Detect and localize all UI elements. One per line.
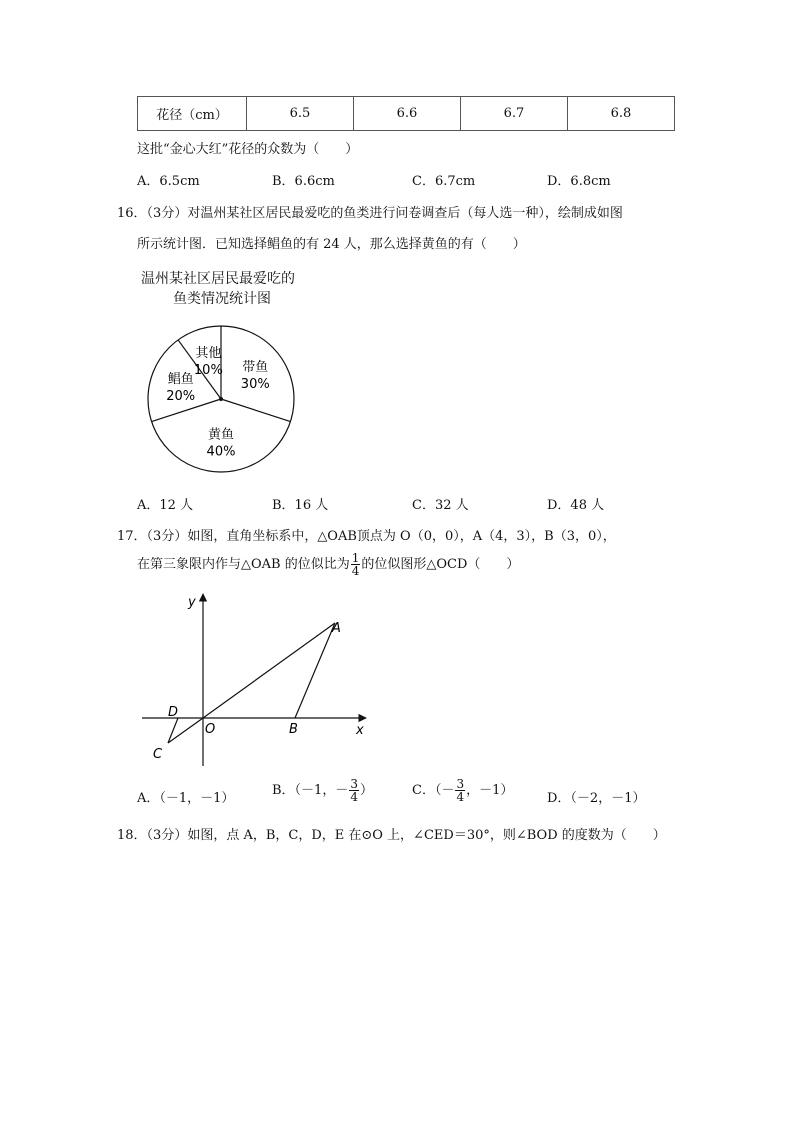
table-cell: 6.8	[568, 97, 675, 131]
pie-slice-label: 其他	[195, 346, 222, 362]
pie-slice-percent: 10%	[193, 363, 223, 379]
q17-stem-text: 在第三象限内作与△OAB 的位似比为	[137, 557, 350, 572]
pie-slice-label: 鲳鱼	[167, 371, 194, 387]
q17-stem-line1: 17．（3分）如图，直角坐标系中，△OAB顶点为 O（0，0），A（4，3），B（3，0），	[117, 529, 616, 544]
fraction-numerator: 3	[350, 777, 358, 791]
label-o: O	[205, 722, 216, 737]
table-cell: 6.6	[354, 97, 461, 131]
table-header-cell: 花径（cm）	[138, 97, 247, 131]
q15-option-b: B．6.6cm	[272, 174, 335, 189]
label-x: x	[356, 723, 364, 738]
flower-diameter-table	[137, 96, 675, 131]
fraction-denominator: 4	[350, 790, 358, 804]
pie-center-dot	[219, 397, 223, 401]
q16-stem-line2: 所示统计图．已知选择鲳鱼的有 24 人，那么选择黄鱼的有（ ）	[137, 237, 526, 252]
fraction-numerator: 3	[456, 777, 465, 791]
table-row	[138, 97, 675, 131]
q17-option-b-end: ）	[359, 783, 373, 798]
fraction-denominator: 4	[351, 564, 360, 578]
pie-boundary-line	[221, 399, 290, 422]
q17-option-a: A．（－1，－1）	[137, 791, 235, 806]
fraction	[455, 778, 465, 803]
pie-slice-label: 带鱼	[242, 360, 269, 376]
q16-option-b: B．16 人	[272, 498, 329, 513]
q18-stem: 18．（3分）如图，点 A，B，C，D，E 在⊙O 上，∠CED＝30°，则∠BOD 的度数为（ ）	[117, 828, 666, 843]
q16-option-c: C．32 人	[412, 498, 469, 513]
label-c: C	[153, 747, 163, 762]
q15-option-c: C．6.7cm	[412, 174, 476, 189]
fraction	[349, 778, 359, 803]
q17-option-c-text: C．（－	[412, 783, 455, 798]
q17-stem-text-end: 的位似图形△OCD（ ）	[361, 557, 520, 572]
pie-slice-percent: 30%	[240, 377, 270, 393]
q17-option-d: D．（－2，－1）	[547, 791, 646, 806]
pie-slice-percent: 40%	[206, 444, 236, 460]
pie-chart	[140, 318, 310, 478]
pie-slice-label: 黄鱼	[207, 427, 235, 443]
q17-option-b	[272, 778, 373, 803]
q15-stem: 这批“金心大红”花径的众数为（ ）	[137, 142, 359, 157]
q17-option-b-text: B．（－1，－	[272, 783, 349, 798]
q16-stem-line1: 16．（3分）对温州某社区居民最爱吃的鱼类进行问卷调查后（每人选一种），绘制成如图	[117, 206, 623, 221]
label-y: y	[188, 595, 196, 610]
q15-option-d: D．6.8cm	[547, 174, 611, 189]
table-cell: 6.5	[247, 97, 354, 131]
q15-option-a: A．6.5cm	[137, 174, 200, 189]
fraction-denominator: 4	[456, 790, 465, 804]
q17-option-c	[412, 778, 513, 803]
q16-option-a: A．12 人	[137, 498, 194, 513]
label-d: D	[168, 705, 179, 720]
ratio-fraction	[351, 552, 361, 577]
fraction-numerator: 1	[351, 551, 360, 565]
coordinate-figure	[130, 588, 380, 773]
pie-slice-percent: 20%	[166, 388, 196, 404]
table-cell: 6.7	[461, 97, 568, 131]
label-a: A	[332, 621, 341, 636]
label-b: B	[289, 722, 298, 737]
chart-title-line1: 温州某社区居民最爱吃的	[141, 271, 295, 287]
chart-title-line2: 鱼类情况统计图	[173, 291, 271, 307]
q17-option-c-end: ，－1）	[466, 783, 514, 798]
q17-stem-line2	[137, 552, 519, 577]
q16-option-d: D．48 人	[547, 498, 605, 513]
